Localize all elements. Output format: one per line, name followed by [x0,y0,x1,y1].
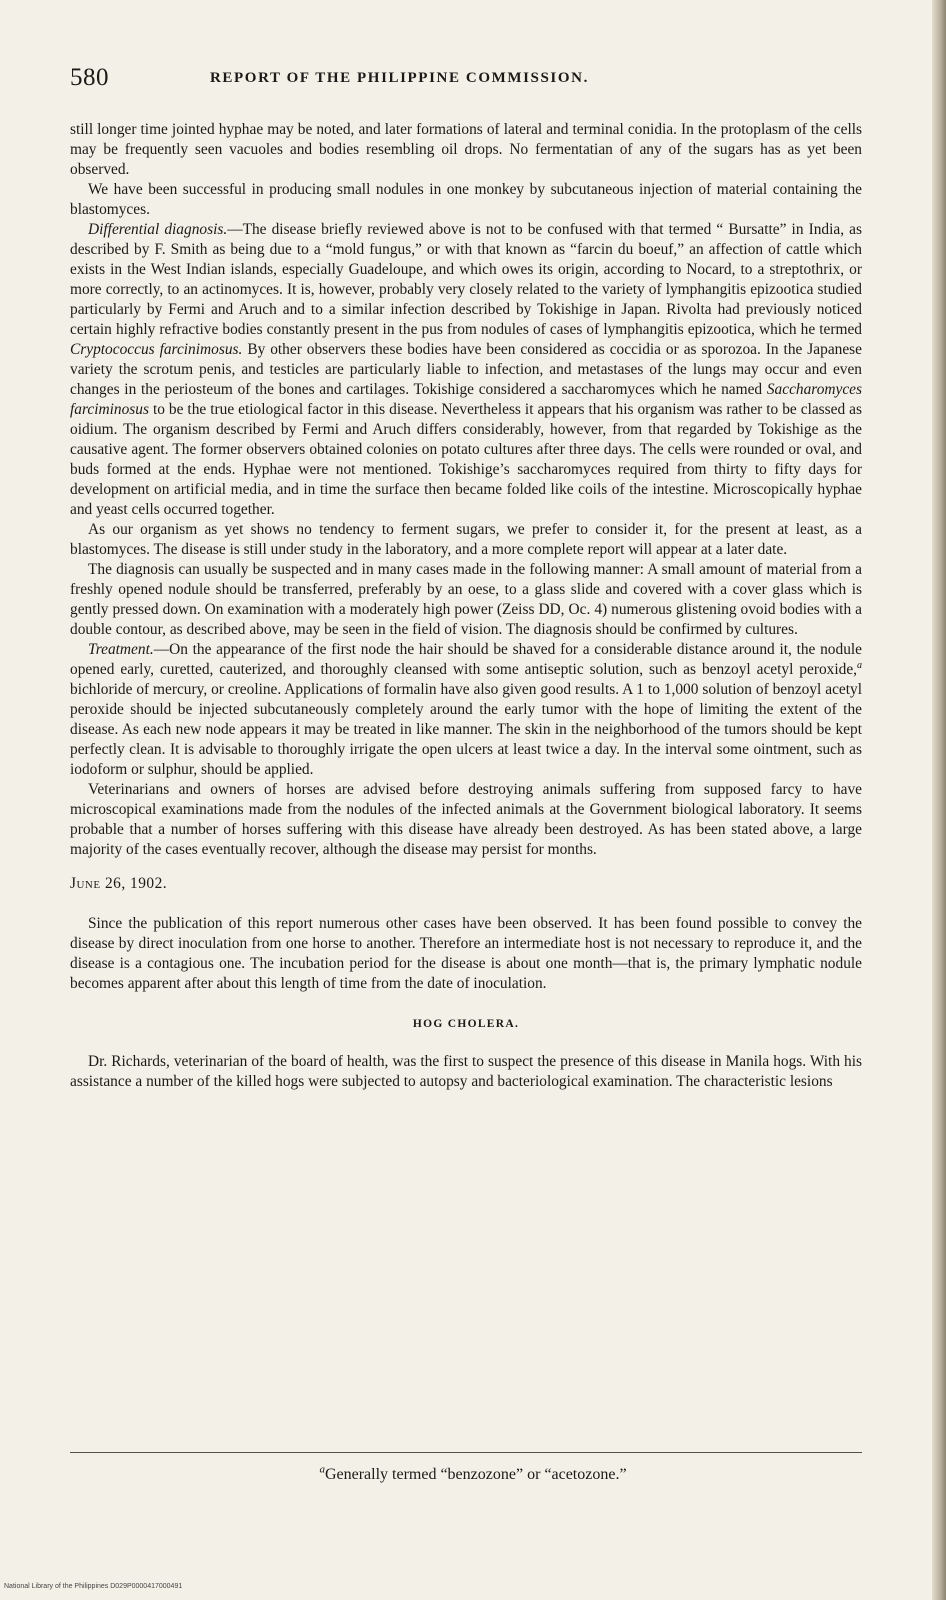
text-segment: By other observers these bodies have been considered as coccidia or as sporozoa. In the Japanese variety the scrotum penis, and testicles are particularly liable to infection, and metastases of the lungs may occur and even changes in the periosteum of the bones and cartilages. Tokishige considered a saccharomyces which he named [70,341,862,398]
paragraph-diagnosis-method: The diagnosis can usually be suspected and in many cases made in the following manner: A small amount of material from a freshly opened nodule should be transferred, preferably by an oese, to a glass slide and covered with a cover glass which is gently pressed down. On examination with a moderately high power (Zeiss DD, Oc. 4) numerous glistening ovoid bodies with a double contour, as described above, may be seen in the field of vision. The diagnosis should be confirmed by cultures. [70,561,862,638]
paragraph-veterinarian-advice: Veterinarians and owners of horses are advised before destroying animals suffering from supposed farcy to have microscopical examinations made from the nodules of the infected animals at the Government biological laboratory. It seems probable that a number of horses suffering with this disease have already been destroyed. As has been stated above, a large majority of the cases eventually recover, although the disease may persist for months. [70,781,862,858]
run-in-heading-differential-diagnosis: Differential diagnosis. [88,221,228,238]
paragraph-blastomyces: As our organism as yet shows no tendency to ferment sugars, we prefer to consider it, for the present at least, as a blastomyces. The disease is still under study in the laboratory, and a more complete report will appear at a later date. [70,521,862,558]
running-title: REPORT OF THE PHILIPPINE COMMISSION. [210,70,589,86]
section-heading-hog-cholera: HOG CHOLERA. [412,1018,520,1030]
text-segment: —The disease briefly reviewed above is not to be confused with that termed “ Bursatte” in India, as described by F. Smith as being due to a “mold fungus,” or with that known as “farcin du boeuf,” an affection of cattle which exists in the West Indian islands, especially Guadeloupe, and which owes its origin, according to Nocard, to a streptothrix, or more correctly, to an actinomyces. It is, however, probably very closely related to the variety of lymphangitis epizootica studied particularly by Fermi and Aruch and to a similar infection described by Tokishige in Japan. Rivolta had previously noticed certain highly refractive bodies constantly present in the pus from nodules of cases of lymphangitis epizootica, which he termed [70,221,862,338]
text-segment: —On the appearance of the first node the hair should be shaved for a considerable distance around it, the nodule opened early, curetted, cauterized, and thoroughly cleansed with some antiseptic solution, such as benzoyl acetyl peroxide, [70,641,862,678]
footnote-mark: a [319,1463,325,1476]
spacer [70,894,862,914]
paragraph-differential-diagnosis [70,220,862,520]
paragraph-postscript: Since the publication of this report numerous other cases have been observed. It has been found possible to convey the disease by direct inoculation from one horse to another. Therefore an intermediate host is not necessary to reproduce it, and the disease is a contagious one. The incubation period for the disease is about one month—that is, the primary lymphatic nodule becomes apparent after about this length of time from the date of inoculation. [70,915,862,992]
run-in-heading-treatment: Treatment. [88,641,154,658]
footnote-divider [70,1452,862,1453]
text-segment: bichloride of mercury, or creoline. Applications of formalin have also given good results. A 1 to 1,000 solution of benzoyl acetyl peroxide should be injected subcutaneously completely around the early tumor with the hope of limiting the extent of the disease. As each new node appears it may be treated in like manner. The skin in the neighborhood of the tumors should be kept perfectly clean. It is advisable to thoroughly irrigate the open ulcers at least twice a day. In the interval some ointment, such as iodoform or sulphur, should be applied. [70,681,862,778]
footnote [0,1463,946,1484]
paragraph-continued: still longer time jointed hyphae may be noted, and later formations of lateral and terminal conidia. In the protoplasm of the cells may be frequently seen vacuoles and bodies resembling oil drops. No fermentatian of any of the sugars has as yet been observed. [70,121,862,178]
page-edge-shadow [932,0,946,1600]
page-number: 580 [70,64,109,91]
text-segment: to be the true etiological factor in this disease. Nevertheless it appears that his organism was rather to be classed as oidium. The organism described by Fermi and Aruch differs considerably, however, from that regarded by Tokishige as the causative agent. The former observers obtained colonies on potato cultures after three days. The cells were rounded or oval, and buds formed at the ends. Hyphae were not mentioned. Tokishige’s saccharomyces required from thirty to fifty days for development on artificial media, and in time the surface then became folded like coils of the intestine. Microscopically hyphae and yeast cells occurred together. [70,401,862,518]
paragraph-hog-cholera: Dr. Richards, veterinarian of the board of health, was the first to suspect the presence of this disease in Manila hogs. With his assistance a number of the killed hogs were subjected to autopsy and bacteriological examination. The characteristic lesions [70,1053,862,1090]
paragraph-monkey-inoculation: We have been successful in producing small nodules in one monkey by subcutaneous injection of material containing the blastomyces. [70,181,862,218]
species-name: Cryptococcus farcinimosus. [70,341,243,358]
archive-stamp: National Library of the Philippines D029P0000417000491 [4,1583,183,1590]
body-text [70,120,862,1092]
paragraph-treatment [70,640,862,780]
species-name: Saccharomyces farciminosus [70,381,862,418]
footnote-text: Generally termed “benzozone” or “acetozone.” [324,1466,627,1483]
page-header [70,64,860,98]
dateline: June 26, 1902. [70,875,168,892]
footnote-reference: a [857,659,862,671]
